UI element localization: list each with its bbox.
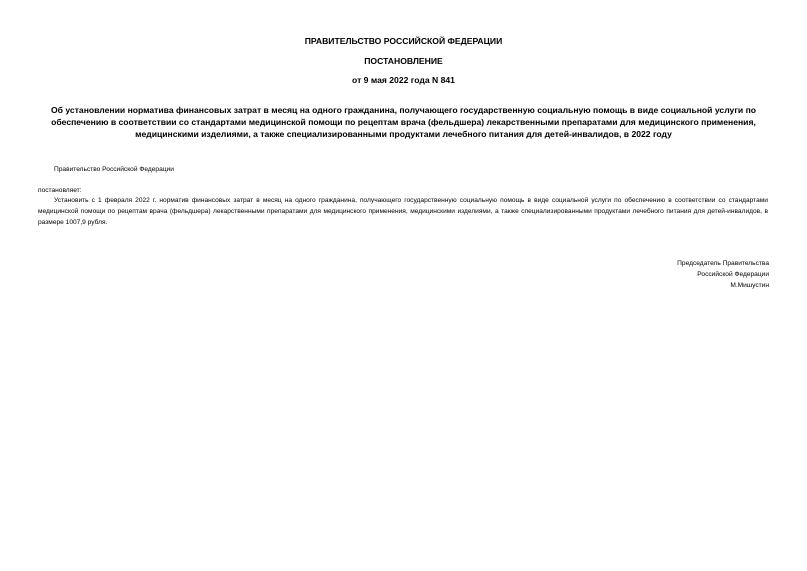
document-date-number: от 9 мая 2022 года N 841 [352, 75, 455, 85]
document-type: ПОСТАНОВЛЕНИЕ [364, 56, 443, 66]
government-heading: ПРАВИТЕЛЬСТВО РОССИЙСКОЙ ФЕДЕРАЦИИ [304, 36, 503, 46]
body-paragraph: Установить с 1 февраля 2022 г. норматив финансовых затрат в месяц на одного гражданина, получающего государственную социальную помощь в виде социальной услуги по обеспечению в соответствии со стандартами медицинской помощи по рецептам врача (фельдшера) лекарственными препаратами для медицинского применения, медицинскими изделиями, а также специализированными продуктами лечебного питания для детей-инвалидов, в размере 1007,9 рубля. [38, 197, 768, 226]
signatory-name: М.Мишустин [730, 281, 769, 289]
signatory-position-line2: Российской Федерации [697, 270, 769, 278]
issuer-line: Правительство Российской Федерации [54, 166, 174, 173]
signatory-position-line1: Председатель Правительства [677, 260, 769, 267]
signature-block [677, 259, 769, 291]
document-title: Об установлении норматива финансовых затрат в месяц на одного гражданина, получающего государственную социальную помощь в виде социальной услуги по обеспечению в соответствии со стандартами медицинской помощи по рецептам врача (фельдшера) лекарственными препаратами для медицинского применения, медицинскими изделиями, а также специализированными продуктами лечебного питания для детей-инвалидов, в 2022 году [50, 105, 757, 139]
decrees-line: постановляет: [38, 187, 82, 194]
